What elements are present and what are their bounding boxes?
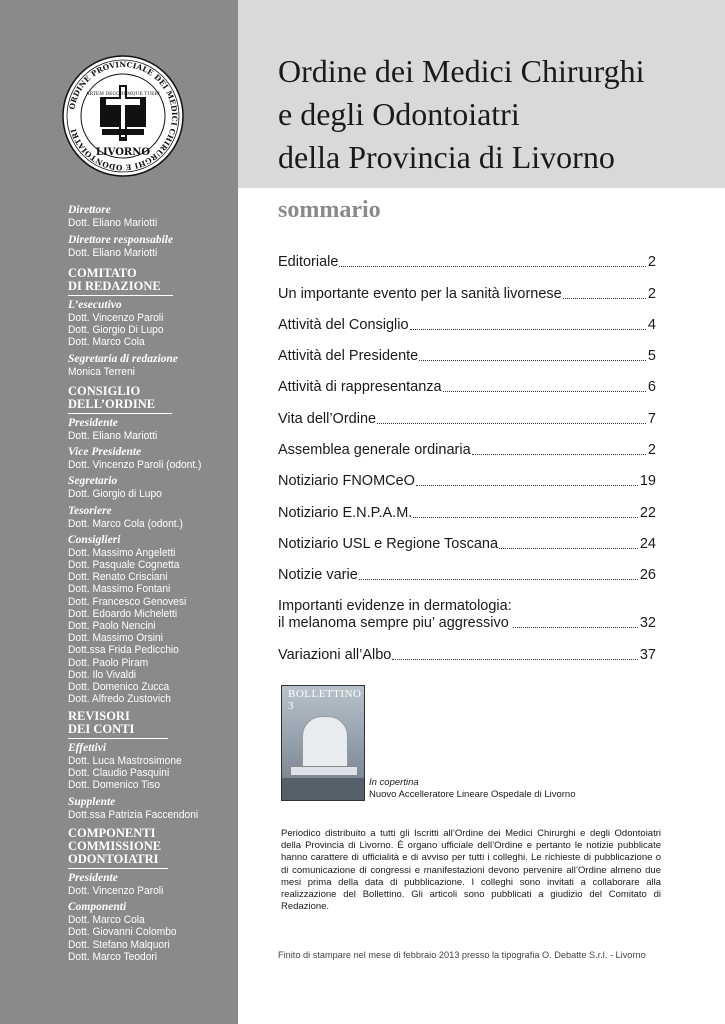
person-name: Dott. Massimo Angeletti: [68, 546, 176, 559]
person-name: Dott. Giorgio di Lupo: [68, 488, 162, 501]
cover-caption: [369, 777, 576, 801]
print-footer: Finito di stampare nel mese di febbraio 2013 presso la tipografia O. Debatte S.r.l. - Livorno: [278, 950, 646, 960]
role-label: Consiglieri: [68, 533, 121, 546]
person-name: Dott. Stefano Malquori: [68, 938, 170, 951]
person-name: Dott. Massimo Fontani: [68, 583, 171, 596]
table-of-contents: [278, 240, 656, 664]
role-label: Segretario: [68, 475, 118, 488]
role-label: Effettivi: [68, 742, 107, 754]
title-line: Ordine dei Medici Chirurghi: [278, 53, 645, 89]
toc-entry[interactable]: Importanti evidenze in dermatologia: il melanoma sempre piu’ aggressivo 32: [278, 598, 656, 632]
title-line: e degli Odontoiatri: [278, 96, 520, 132]
toc-entry[interactable]: Notizie varie 26: [278, 567, 656, 584]
person-name: Dott. Marco Cola (odont.): [68, 517, 183, 530]
toc-entry[interactable]: Variazioni all’Albo 37: [278, 646, 656, 663]
section-revisori-conti: [68, 702, 233, 821]
person-name: Dott. Domenico Tiso: [68, 779, 161, 792]
person-name: Dott. Marco Teodori: [68, 950, 158, 963]
role-label: Segretaria di redazione: [68, 352, 178, 365]
person-name: Dott.ssa Patrizia Faccendoni: [68, 808, 199, 821]
toc-entry[interactable]: Notiziario FNOMCeO 19: [278, 473, 656, 490]
person-name: Dott. Vincenzo Paroli (odont.): [68, 459, 202, 472]
seal-city: LIVORNO: [95, 147, 151, 158]
role-label: L’esecutivo: [68, 299, 122, 311]
person-name: Dott. Giorgio Di Lupo: [68, 324, 164, 337]
role-label: Componenti: [68, 901, 127, 914]
section-title: CONSIGLIO DELL’ORDINE: [68, 385, 172, 414]
person-name: Dott. Paolo Piram: [68, 656, 149, 669]
person-name: Dott. Renato Crisciani: [68, 571, 168, 584]
role-label: Presidente: [68, 417, 118, 429]
person-name: Dott.ssa Frida Pedicchio: [68, 644, 179, 657]
section-comitato-redazione: [68, 259, 233, 378]
role-label: Direttore responsabile: [68, 234, 174, 247]
caption-label: In copertina: [369, 777, 419, 788]
person-name: Monica Terreni: [68, 365, 135, 378]
person-name: Dott. Paolo Nencini: [68, 620, 156, 633]
person-name: Dott. Eliano Mariotti: [68, 217, 158, 229]
person-name: Dott. Eliano Mariotti: [68, 430, 158, 442]
cover-title: BOLLETTINO 3: [288, 688, 362, 712]
caption-text: Nuovo Accelleratore Lineare Ospedale di Livorno: [369, 789, 576, 800]
cover-thumbnail[interactable]: [281, 685, 365, 801]
person-name: Dott. Luca Mastrosimone: [68, 755, 182, 767]
role-label: Tesoriere: [68, 504, 112, 517]
person-name: Dott. Massimo Orsini: [68, 632, 163, 645]
toc-entry[interactable]: Vita dell’Ordine 7: [278, 410, 656, 427]
person-name: Dott. Marco Cola: [68, 914, 145, 927]
page-title: [278, 50, 718, 179]
person-name: Dott. Ilo Vivaldi: [68, 668, 137, 681]
toc-entry[interactable]: Attività di rappresentanza 6: [278, 379, 656, 396]
person-name: Dott. Eliano Mariotti: [68, 247, 158, 260]
person-name: Dott. Vincenzo Paroli: [68, 312, 164, 324]
toc-entry[interactable]: Notiziario E.N.P.A.M. 22: [278, 504, 656, 521]
person-name: Dott. Edoardo Micheletti: [68, 607, 178, 620]
sommario-heading: sommario: [278, 197, 381, 223]
person-name: Dott. Marco Cola: [68, 336, 145, 349]
section-title: COMPONENTI COMMISSIONE ODONTOIATRI: [68, 827, 168, 869]
title-line: della Provincia di Livorno: [278, 139, 615, 175]
toc-entry[interactable]: Assemblea generale ordinaria 2: [278, 442, 656, 459]
role-label: Presidente: [68, 872, 118, 884]
section-title: COMITATO DI REDAZIONE: [68, 267, 173, 296]
toc-entry[interactable]: Un importante evento per la sanità livornese 2: [278, 285, 656, 302]
person-name: Dott. Alfredo Zustovich: [68, 693, 171, 706]
toc-entry[interactable]: Attività del Consiglio 4: [278, 316, 656, 333]
section-commissione-odontoiatri: [68, 819, 233, 963]
person-name: Dott. Pasquale Cognetta: [68, 559, 180, 572]
section-consiglio-ordine: [68, 377, 233, 705]
person-name: Dott. Francesco Genovesi: [68, 595, 187, 608]
person-name: Dott. Domenico Zucca: [68, 681, 170, 694]
publication-description: Periodico distribuito a tutti gli Iscritti all’Ordine dei Medici Chirurghi e degli Odontoiatri della Provincia di Livorno. È organo ufficiale dell’Ordine e pertanto le notizie pubblicate hanno carattere di ufficialità e di avviso per tutti i colleghi. Le richieste di pubblicazione o di comunicazione di congressi e manifestazioni devono pervenire all’Ordine almeno due mesi prima della data di pubblicazione. I colleghi sono invitati a collaborare alla realizzazione del Bollettino. Gli articoli sono pubblicati a giudizio del Comitato di Redazione.: [281, 828, 661, 913]
seal-ring-text: ORDINE PROVINCIALE DEI MEDICI CHIRURGHI E ODONTOIATRI: [67, 59, 180, 173]
toc-entry[interactable]: Notiziario USL e Regione Toscana 24: [278, 535, 656, 552]
role-label: Direttore: [68, 204, 111, 216]
toc-entry[interactable]: Editoriale 2: [278, 254, 656, 271]
person-name: Dott. Claudio Pasquini: [68, 767, 170, 780]
role-label: Supplente: [68, 795, 116, 808]
seal-motto: ARTEM DECORUMQUE TUERI: [86, 92, 160, 97]
person-name: Dott. Vincenzo Paroli: [68, 885, 164, 897]
person-name: Dott. Giovanni Colombo: [68, 926, 177, 939]
order-seal-logo: [62, 55, 184, 177]
masthead-direction: [68, 204, 233, 259]
role-label: Vice Presidente: [68, 446, 142, 459]
section-title: REVISORI DEI CONTI: [68, 710, 168, 739]
toc-entry[interactable]: Attività del Presidente 5: [278, 348, 656, 365]
patient-bed-illustration: [290, 766, 358, 776]
